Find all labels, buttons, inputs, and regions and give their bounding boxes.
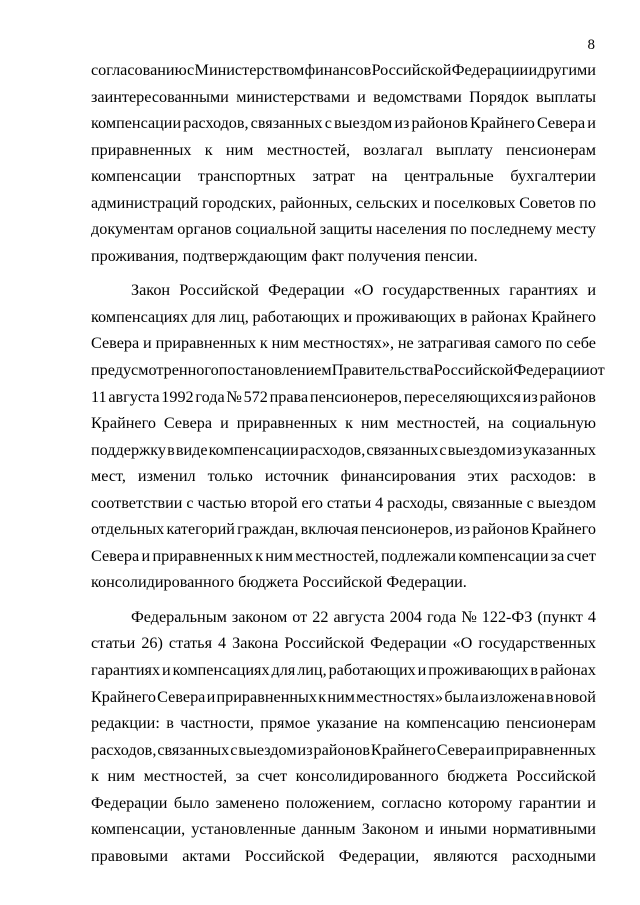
word: министерствами <box>236 87 350 106</box>
word: ним <box>265 546 293 565</box>
paragraph <box>91 57 596 269</box>
text-line <box>91 490 596 517</box>
word: к <box>204 140 213 159</box>
word: новой <box>554 687 596 706</box>
word: местностей, <box>295 546 379 565</box>
word: себе <box>566 334 596 353</box>
word: согласно <box>381 793 442 812</box>
text-line <box>91 816 596 843</box>
word: Севера <box>536 114 586 133</box>
word: пенсионеров, <box>360 520 453 539</box>
word: ним <box>107 767 136 786</box>
text-line <box>91 277 596 304</box>
word: за <box>550 546 565 565</box>
word: ведомствами <box>373 87 462 106</box>
word: компенсациях <box>172 661 270 680</box>
word: Российской <box>302 573 387 592</box>
word: права <box>269 387 309 406</box>
word: в <box>530 661 539 680</box>
text-line <box>91 516 596 543</box>
word: Федеральным <box>131 607 227 626</box>
word: документам <box>91 220 174 239</box>
word: консолидированного <box>91 573 239 592</box>
text-line <box>91 243 596 270</box>
word: из <box>297 740 313 759</box>
word: Севера <box>157 687 206 706</box>
word: компенсации <box>91 114 182 133</box>
word: Федерации. <box>386 573 467 592</box>
word: органов <box>177 220 232 239</box>
word: Федерации <box>370 634 447 653</box>
word: правовыми <box>91 846 168 865</box>
word: «О <box>452 634 473 653</box>
text-line <box>91 710 596 737</box>
word: затрагивая <box>417 334 491 353</box>
text-line <box>91 384 596 411</box>
word: Крайнего <box>370 740 436 759</box>
word: компенсации <box>208 440 299 459</box>
word: компенсации <box>91 167 182 186</box>
word: Федерации <box>91 793 168 812</box>
word: постановлением <box>218 361 332 380</box>
text-line <box>91 410 596 437</box>
word: проживания, <box>91 246 183 265</box>
word: по <box>545 334 563 353</box>
word: статья <box>168 634 213 653</box>
word: защиты <box>319 220 373 239</box>
word: Севера <box>163 414 213 433</box>
word: и <box>424 820 434 839</box>
word: Российской <box>179 281 259 300</box>
word: Законом <box>361 820 419 839</box>
word: компенсациях <box>91 307 189 326</box>
word: компенсацию <box>406 714 500 733</box>
word: в <box>588 467 596 486</box>
word: государственных <box>382 281 501 300</box>
word: счет <box>257 767 288 786</box>
word: Российской <box>244 846 325 865</box>
word: с <box>186 493 194 512</box>
word: положением, <box>285 793 375 812</box>
word: являются <box>433 846 498 865</box>
word: и <box>528 61 538 79</box>
word: источник <box>264 467 329 486</box>
word: с <box>230 740 238 759</box>
word: районах <box>471 307 528 326</box>
word: счет <box>566 546 596 565</box>
word: связанных <box>250 114 323 133</box>
word: финансов <box>304 61 372 79</box>
word: ним <box>225 140 254 159</box>
word: второй <box>250 493 298 512</box>
word: виде <box>175 440 208 459</box>
text-line <box>91 737 596 764</box>
word: связанные <box>451 493 523 512</box>
word: приравненных <box>216 687 317 706</box>
text-line <box>91 110 596 137</box>
word: связанных <box>157 740 230 759</box>
word: Российской <box>284 634 365 653</box>
word: и <box>161 661 171 680</box>
word: выездом <box>447 440 506 459</box>
word: последнему <box>470 220 553 239</box>
word: подлежали <box>381 546 457 565</box>
word: подтверждающим <box>182 246 312 265</box>
word: Российской <box>516 767 596 786</box>
word: из <box>455 520 471 539</box>
word: от <box>589 361 605 380</box>
word: местностей, <box>266 140 351 159</box>
word: включая <box>300 520 359 539</box>
word: выплату <box>435 140 493 159</box>
word: изменил <box>137 467 196 486</box>
word: и <box>141 546 151 565</box>
word: расходов, <box>91 740 157 759</box>
text-line <box>91 463 596 490</box>
word: к <box>345 414 354 433</box>
word: № <box>226 387 242 406</box>
word: и <box>143 334 152 353</box>
word: транспортных <box>197 167 296 186</box>
text-line <box>91 437 596 464</box>
word: работающих <box>328 661 416 680</box>
word: лиц, <box>297 661 327 680</box>
word: и <box>357 87 366 106</box>
word: ним <box>271 334 300 353</box>
word: районов <box>539 387 596 406</box>
word: приравненных <box>155 334 257 353</box>
word: выездом <box>333 114 393 133</box>
word: 2004 <box>389 607 423 626</box>
word: к <box>259 334 268 353</box>
word: районов <box>411 114 468 133</box>
word: от <box>292 607 308 626</box>
word: факт <box>311 246 348 265</box>
word: и <box>587 281 596 300</box>
word: изложена <box>479 687 545 706</box>
paragraph <box>91 604 596 869</box>
word: и <box>206 687 216 706</box>
word: августа <box>108 387 160 406</box>
word: Закон <box>131 281 171 300</box>
word: центральные <box>404 167 494 186</box>
word: из <box>507 440 523 459</box>
word: на <box>383 714 400 733</box>
word: по <box>450 220 467 239</box>
word: в <box>459 307 468 326</box>
word: компенсации, <box>91 820 186 839</box>
text-line <box>91 604 596 631</box>
word: сельских <box>356 193 418 212</box>
word: и <box>485 740 495 759</box>
word: проживающих <box>428 661 529 680</box>
word: с <box>324 114 332 133</box>
word: проживающих <box>355 307 457 326</box>
text-line <box>91 630 596 657</box>
word: работающих <box>252 307 340 326</box>
text-line <box>91 790 596 817</box>
text-line <box>91 763 596 790</box>
text-line <box>91 843 596 870</box>
word: приравненных <box>91 140 192 159</box>
word: на <box>487 414 504 433</box>
word: пенсионеров, <box>309 387 403 406</box>
word: выездом <box>238 740 297 759</box>
text-line <box>91 304 596 331</box>
word: районах <box>539 661 596 680</box>
word: к <box>91 767 99 786</box>
word: из <box>394 114 410 133</box>
word: расходов: <box>510 467 577 486</box>
paragraph <box>91 277 605 596</box>
text-line <box>91 84 596 111</box>
word: бюджета <box>447 767 508 786</box>
word: Севера <box>436 740 485 759</box>
word: с <box>526 493 534 512</box>
word: 4 <box>587 607 596 626</box>
word: с <box>187 61 195 79</box>
word: Правительства <box>331 361 434 380</box>
word: и <box>587 114 596 133</box>
word: Российской <box>433 361 514 380</box>
word: государственных <box>478 634 596 653</box>
word: 1992 <box>161 387 194 406</box>
word: категорий <box>166 520 235 539</box>
word: указанных <box>523 440 596 459</box>
word: возлагал <box>363 140 423 159</box>
word: в <box>166 714 174 733</box>
word: связанных <box>366 440 439 459</box>
word: по <box>579 193 596 212</box>
word: гарантиях <box>91 661 161 680</box>
word: предусмотренного <box>91 361 219 380</box>
word: лиц, <box>219 307 249 326</box>
word: компенсации <box>458 546 549 565</box>
word: и <box>587 793 596 812</box>
word: Крайнего <box>91 687 156 706</box>
word: законом <box>231 607 288 626</box>
word: местностях» <box>356 687 444 706</box>
word: 572 <box>243 387 268 406</box>
word: и <box>343 307 353 326</box>
word: заинтересованными <box>91 87 229 106</box>
word: была <box>444 687 479 706</box>
word: № <box>461 607 477 626</box>
word: расходов, <box>299 440 366 459</box>
text-line <box>91 357 605 384</box>
word: Порядок <box>469 87 529 106</box>
word: местностях», <box>303 334 395 353</box>
word: финансирования <box>340 467 456 486</box>
word: получения <box>347 246 425 265</box>
word: к <box>318 687 327 706</box>
word: 11 <box>91 387 107 406</box>
word: консолидированного <box>295 767 439 786</box>
page-number: 8 <box>587 37 595 53</box>
word: Советов <box>519 193 576 212</box>
document-body <box>91 57 605 869</box>
paragraph-gap <box>91 596 596 604</box>
word: бухгалтерии <box>510 167 596 186</box>
word: расходы, <box>387 493 448 512</box>
word: согласованию <box>91 61 187 79</box>
word: районов <box>472 520 529 539</box>
word: для <box>191 307 216 326</box>
word: года <box>195 387 225 406</box>
word: местностей, <box>396 414 480 433</box>
word: и <box>220 414 229 433</box>
word: 4 <box>375 493 384 512</box>
word: Федерации, <box>338 846 420 865</box>
word: Крайнего <box>531 520 596 539</box>
word: Министерством <box>194 61 305 79</box>
word: переселяющихся <box>403 387 521 406</box>
word: заменено <box>215 793 280 812</box>
word: ним <box>327 687 355 706</box>
word: указание <box>316 714 378 733</box>
word: «О <box>353 281 374 300</box>
text-line <box>91 216 596 243</box>
word: Закона <box>232 634 279 653</box>
word: августа <box>333 607 385 626</box>
word: соответствии <box>91 493 183 512</box>
word: нормативными <box>492 820 596 839</box>
text-line <box>91 163 596 190</box>
word: социальной <box>235 220 317 239</box>
word: пенсии. <box>424 246 478 265</box>
word: городских, <box>202 193 277 212</box>
word: отдельных <box>91 520 165 539</box>
word: года <box>427 607 457 626</box>
word: было <box>173 793 210 812</box>
word: пенсионерам <box>506 714 596 733</box>
text-line <box>91 543 596 570</box>
word: его <box>301 493 323 512</box>
word: прямое <box>260 714 311 733</box>
word: расходов, <box>183 114 249 133</box>
text-line <box>91 684 596 711</box>
word: другими <box>537 61 596 79</box>
word: статьи <box>91 634 136 653</box>
word: данным <box>301 820 356 839</box>
text-line <box>91 569 596 596</box>
word: расходными <box>511 846 596 865</box>
word: установленные <box>191 820 296 839</box>
text-line <box>91 57 596 84</box>
word: Севера <box>91 546 140 565</box>
word: выездом <box>537 493 596 512</box>
word: ним <box>361 414 389 433</box>
word: и <box>417 661 427 680</box>
word: (пункт <box>537 607 583 626</box>
word: 122-ФЗ <box>481 607 533 626</box>
word: 26) <box>141 634 163 653</box>
word: гарантиях <box>509 281 579 300</box>
word: социальную <box>511 414 596 433</box>
word: актами <box>182 846 231 865</box>
word: к <box>255 546 264 565</box>
word: поселковых <box>433 193 516 212</box>
word: за <box>235 767 250 786</box>
word: Крайнего <box>531 307 596 326</box>
word: только <box>207 467 253 486</box>
paragraph-gap <box>91 269 596 277</box>
word: редакции: <box>91 714 160 733</box>
word: населения <box>376 220 447 239</box>
word: частью <box>197 493 247 512</box>
word: этих <box>467 467 499 486</box>
word: гарантии <box>518 793 581 812</box>
word: бюджета <box>238 573 303 592</box>
word: статьи <box>326 493 372 512</box>
word: затрат <box>312 167 355 186</box>
word: поддержку <box>91 440 166 459</box>
word: частности, <box>180 714 254 733</box>
word: Крайнего <box>469 114 535 133</box>
word: в <box>167 440 175 459</box>
text-line <box>91 330 596 357</box>
word: с <box>439 440 447 459</box>
word: из <box>522 387 538 406</box>
text-line <box>91 190 596 217</box>
word: Российской <box>371 61 452 79</box>
word: 22 <box>312 607 329 626</box>
word: приравненных <box>495 740 596 759</box>
word: в <box>546 687 554 706</box>
word: пенсионерам <box>506 140 596 159</box>
word: выплаты <box>536 87 596 106</box>
word: и <box>421 193 431 212</box>
word: которому <box>448 793 513 812</box>
word: 4 <box>218 634 227 653</box>
text-line <box>91 137 596 164</box>
word: мест, <box>91 467 126 486</box>
word: Федерации <box>513 361 590 380</box>
word: администраций <box>91 193 199 212</box>
word: иными <box>439 820 487 839</box>
word: не <box>397 334 414 353</box>
word: приравненных <box>236 414 338 433</box>
word: месту <box>555 220 596 239</box>
text-line <box>91 657 596 684</box>
word: граждан, <box>237 520 299 539</box>
word: Федерации <box>451 61 529 79</box>
word: местностей, <box>143 767 228 786</box>
word: Федерации <box>268 281 345 300</box>
word: приравненных <box>152 546 253 565</box>
word: самого <box>494 334 542 353</box>
word: районных, <box>279 193 353 212</box>
word: районов <box>313 740 370 759</box>
word: Севера <box>91 334 140 353</box>
word: для <box>271 661 296 680</box>
word: Крайнего <box>91 414 156 433</box>
word: на <box>371 167 388 186</box>
